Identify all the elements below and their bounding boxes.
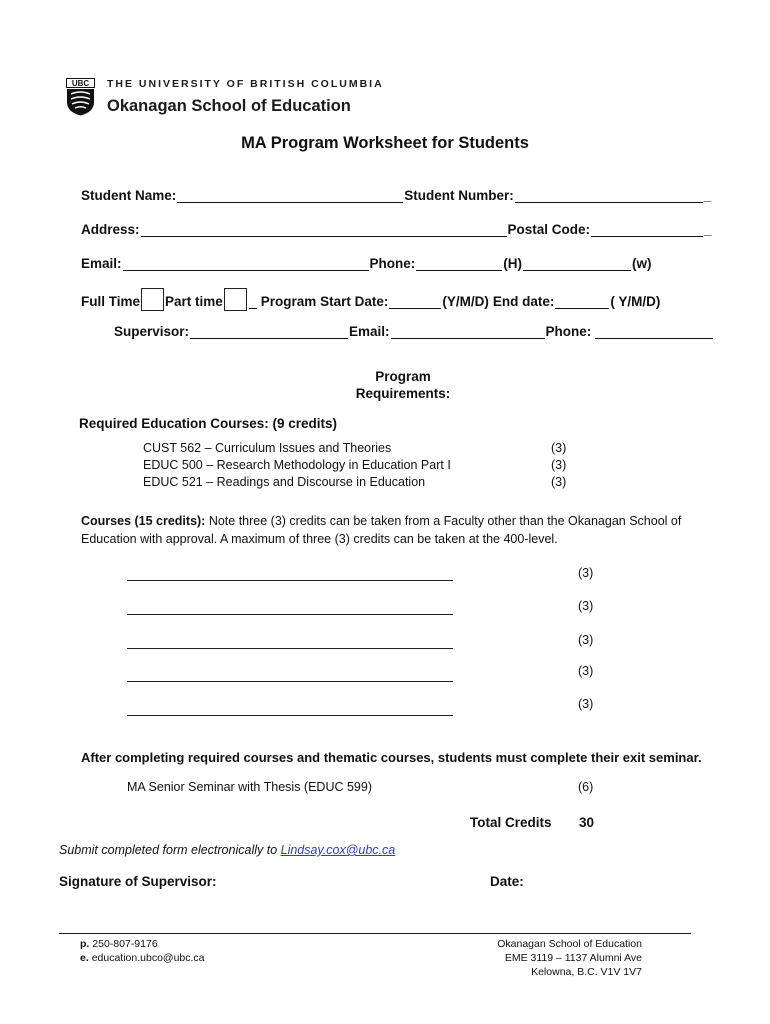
required-course-credits: (3): [551, 441, 567, 455]
full-time-checkbox[interactable]: [141, 288, 164, 311]
postal-code-field[interactable]: [591, 223, 703, 237]
end-date-field[interactable]: [555, 295, 609, 309]
program-start-label: Program Start Date:: [260, 294, 389, 309]
elective-credits: (3): [578, 664, 594, 678]
elective-course-field[interactable]: [127, 715, 453, 716]
supervisor-email-label: Email:: [349, 324, 390, 339]
required-course-credits: (3): [551, 475, 567, 489]
status-row: [81, 288, 660, 309]
home-phone-field[interactable]: [416, 257, 502, 271]
trailing-mark: _: [703, 188, 712, 203]
work-phone-field[interactable]: [523, 257, 631, 271]
elective-course-field[interactable]: [127, 648, 453, 649]
supervisor-label: Supervisor:: [114, 324, 190, 339]
end-format-label: ( Y/M/D): [610, 294, 661, 309]
footer-address: [470, 937, 642, 979]
seminar-course-name: MA Senior Seminar with Thesis (EDUC 599): [127, 780, 372, 794]
footer-address-line: EME 3119 – 1137 Alumni Ave: [504, 952, 642, 964]
student-name-label: Student Name:: [81, 188, 177, 203]
phone-label: Phone:: [369, 256, 416, 271]
program-requirements-heading: Program Requirements:: [355, 369, 451, 401]
start-format-label: (Y/M/D): [442, 294, 489, 309]
required-course-credits: (3): [551, 458, 567, 472]
elective-course-field[interactable]: [127, 681, 453, 682]
part-time-checkbox[interactable]: [224, 288, 247, 311]
supervisor-email-field[interactable]: [391, 325, 545, 339]
student-row: [81, 188, 711, 203]
email-field[interactable]: [123, 257, 369, 271]
end-date-label: End date:: [492, 294, 555, 309]
seminar-credits: (6): [578, 780, 594, 794]
supervisor-phone-label: Phone:: [545, 324, 592, 339]
supervisor-field[interactable]: [190, 325, 348, 339]
footer-address-line: Okanagan School of Education: [497, 938, 642, 950]
postal-code-label: Postal Code:: [507, 222, 591, 237]
address-label: Address:: [81, 222, 140, 237]
total-credits-value: 30: [579, 815, 595, 830]
required-courses-heading: Required Education Courses: (9 credits): [79, 416, 338, 431]
footer-email-label: e.: [80, 952, 89, 964]
student-name-field[interactable]: [177, 189, 403, 203]
footer-phone-label: p.: [80, 938, 90, 950]
university-name: THE UNIVERSITY OF BRITISH COLUMBIA: [107, 78, 384, 90]
elective-credits: (3): [578, 633, 594, 647]
address-row: [81, 222, 712, 237]
footer-divider: [59, 933, 691, 934]
submit-instructions: [59, 843, 395, 857]
courses-note-text: Note three (3) credits can be taken from a Faculty other than the Okanagan School of Education with approval. A maximum of three (3) credits can be taken at the 400-level.: [81, 514, 682, 546]
trailing-mark: _: [704, 222, 712, 237]
part-time-blank: [249, 295, 257, 309]
supervisor-row: [114, 324, 714, 339]
logo-text: UBC: [71, 79, 90, 88]
student-number-label: Student Number:: [404, 188, 514, 203]
elective-course-field[interactable]: [127, 614, 453, 615]
courses-note-label: Courses (15 credits):: [81, 514, 206, 528]
ubc-crest-icon: [66, 78, 95, 116]
elective-credits: (3): [578, 697, 594, 711]
courses-note: [81, 512, 721, 548]
elective-credits: (3): [578, 566, 594, 580]
home-phone-label: (H): [503, 256, 523, 271]
required-course-name: EDUC 521 – Readings and Discourse in Education: [143, 475, 426, 489]
school-name: Okanagan School of Education: [107, 97, 351, 115]
footer-contact: [80, 937, 205, 965]
elective-credits: (3): [578, 599, 594, 613]
footer-address-line: Kelowna, B.C. V1V 1V7: [531, 966, 642, 978]
program-start-field[interactable]: [389, 295, 441, 309]
submit-text: Submit completed form electronically to: [59, 843, 281, 857]
signature-date-label: Date:: [490, 874, 524, 889]
ubc-logo: [66, 78, 95, 116]
student-number-field[interactable]: [515, 189, 703, 203]
contact-row: [81, 256, 652, 271]
elective-course-field[interactable]: [127, 580, 453, 581]
footer-email: education.ubco@ubc.ca: [91, 952, 205, 964]
work-phone-label: (w): [632, 256, 652, 271]
submit-email-link[interactable]: Lindsay.cox@ubc.ca: [280, 843, 396, 857]
required-course-name: CUST 562 – Curriculum Issues and Theories: [143, 441, 392, 455]
page-title: MA Program Worksheet for Students: [241, 134, 529, 152]
part-time-label: Part time: [165, 294, 223, 309]
address-field[interactable]: [141, 223, 507, 237]
full-time-label: Full Time: [81, 294, 141, 309]
supervisor-signature-label: Signature of Supervisor:: [59, 874, 217, 889]
total-credits-label: Total Credits: [470, 815, 552, 830]
email-label: Email:: [81, 256, 122, 271]
required-course-name: EDUC 500 – Research Methodology in Education Part I: [143, 458, 451, 472]
exit-seminar-note: After completing required courses and thematic courses, students must complete their exit seminar.: [81, 750, 702, 765]
footer-phone: 250-807-9176: [92, 938, 158, 950]
supervisor-phone-field[interactable]: [595, 325, 713, 339]
